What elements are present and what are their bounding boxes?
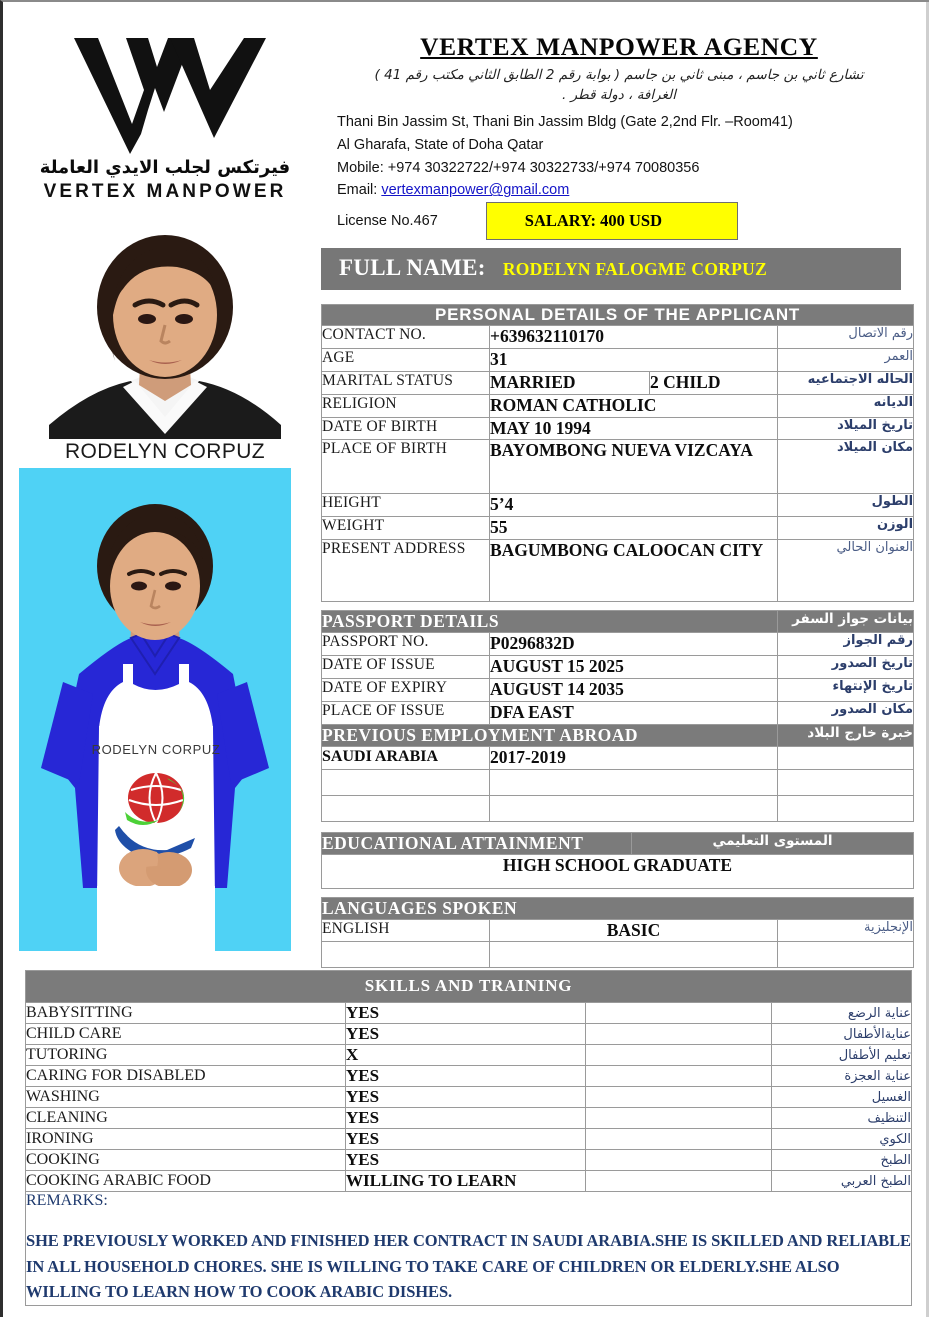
skills-header-row — [26, 971, 912, 1003]
employment-country: SAUDI ARABIA — [322, 746, 490, 769]
row-arabic: الطول — [778, 494, 914, 517]
row-label: RELIGION — [322, 394, 490, 417]
table-row — [26, 1150, 912, 1171]
remarks-title: REMARKS: — [26, 1192, 108, 1209]
skill-label: BABYSITTING — [26, 1003, 346, 1024]
language-name: ENGLISH — [322, 919, 490, 942]
skill-blank — [586, 1045, 772, 1066]
table-row — [26, 1003, 912, 1024]
languages-header-row — [322, 897, 914, 919]
agency-address-line2: Al Gharafa, State of Doha Qatar — [337, 136, 544, 153]
employment-country — [322, 795, 490, 821]
table-row — [322, 701, 914, 724]
row-value: 5’4 — [490, 494, 778, 517]
languages-header: LANGUAGES SPOKEN — [322, 897, 914, 919]
skill-value: X — [346, 1045, 586, 1066]
table-row — [322, 746, 914, 769]
row-label: WEIGHT — [322, 517, 490, 540]
row-value: MAY 10 1994 — [490, 417, 778, 440]
personal-details-header-row — [322, 305, 914, 326]
row-arabic: رقم الجواز — [778, 633, 914, 656]
skill-blank — [586, 1003, 772, 1024]
logo-english-text: VERTEX MANPOWER — [43, 181, 287, 202]
skill-arabic: الكوي — [772, 1129, 912, 1150]
skill-blank — [586, 1066, 772, 1087]
agency-license: License No.467 — [337, 212, 438, 229]
row-label: MARITAL STATUS — [322, 371, 490, 394]
skill-arabic: تعليم الأطفال — [772, 1045, 912, 1066]
passport-header-row — [322, 611, 914, 633]
skill-label: TUTORING — [26, 1045, 346, 1066]
skill-label: WASHING — [26, 1087, 346, 1108]
skill-blank — [586, 1171, 772, 1192]
row-arabic: العنوان الحالي — [778, 540, 914, 602]
employment-country — [322, 769, 490, 795]
skill-value: YES — [346, 1087, 586, 1108]
agency-title: VERTEX MANPOWER AGENCY — [420, 32, 818, 61]
row-label: HEIGHT — [322, 494, 490, 517]
passport-header: PASSPORT DETAILS — [322, 611, 778, 633]
agency-address-arabic-line1: تشارع ثاني بن جاسم ، مبنى ثاني بن جاسم ( بوابة رقم 2 الطابق الثاني مكتب رقم 41 ) — [374, 67, 864, 83]
skill-value: YES — [346, 1108, 586, 1129]
row-arabic: مكان الصدور — [778, 701, 914, 724]
language-arabic: الإنجليزية — [778, 919, 914, 942]
agency-email-link[interactable]: vertexmanpower@gmail.com — [381, 182, 570, 199]
row-label: DATE OF BIRTH — [322, 417, 490, 440]
table-row — [26, 1108, 912, 1129]
table-row — [322, 440, 914, 494]
employment-years — [490, 795, 778, 821]
row-arabic: الحاله الاجتماعيه — [778, 371, 914, 394]
skills-table — [25, 970, 912, 1306]
personal-details-header: PERSONAL DETAILS OF THE APPLICANT — [322, 305, 914, 326]
row-arabic: مكان الميلاد — [778, 440, 914, 494]
table-row — [322, 326, 914, 349]
personal-details-table — [321, 304, 914, 602]
row-label: AGE — [322, 348, 490, 371]
skill-blank — [586, 1129, 772, 1150]
row-value: 55 — [490, 517, 778, 540]
row-value: P0296832D — [490, 633, 778, 656]
license-row — [337, 202, 917, 240]
email-label: Email: — [337, 182, 378, 199]
table-row — [322, 919, 914, 942]
skill-label: CLEANING — [26, 1108, 346, 1129]
language-arabic — [778, 942, 914, 968]
row-arabic: الوزن — [778, 517, 914, 540]
education-header-arabic: المستوى التعليمي — [632, 832, 914, 854]
full-name-label: FULL NAME: — [339, 255, 486, 281]
table-row — [322, 769, 914, 795]
skill-arabic: عناية‌الأطفال — [772, 1024, 912, 1045]
row-label: DATE OF EXPIRY — [322, 678, 490, 701]
applicant-id-photo — [19, 229, 311, 439]
skill-arabic: عناية الرضع — [772, 1003, 912, 1024]
skills-section — [25, 970, 911, 1306]
education-table — [321, 832, 914, 889]
skill-arabic: الطبخ — [772, 1150, 912, 1171]
skill-blank — [586, 1087, 772, 1108]
row-label: PRESENT ADDRESS — [322, 540, 490, 602]
row-arabic: رقم الاتصال — [778, 326, 914, 349]
passport-details-table — [321, 610, 914, 821]
employment-years — [490, 769, 778, 795]
employment-arabic — [778, 746, 914, 769]
row-value: AUGUST 15 2025 — [490, 656, 778, 679]
remarks-cell — [26, 1192, 912, 1306]
salary-badge: SALARY: 400 USD — [486, 202, 738, 240]
table-row — [322, 394, 914, 417]
education-value: HIGH SCHOOL GRADUATE — [322, 854, 914, 888]
skill-label: COOKING — [26, 1150, 346, 1171]
skill-blank — [586, 1108, 772, 1129]
photo-caption: RODELYN CORPUZ — [64, 440, 266, 463]
row-label: DATE OF ISSUE — [322, 656, 490, 679]
table-row — [322, 678, 914, 701]
row-arabic: تاريخ الميلاد — [778, 417, 914, 440]
row-value: BAYOMBONG NUEVA VIZCAYA — [490, 440, 778, 494]
row-value: 31 — [490, 348, 778, 371]
row-value-secondary: 2 CHILD — [650, 371, 778, 394]
agency-mobile: Mobile: +974 30322722/+974 30322733/+974 70080356 — [337, 159, 700, 176]
table-row — [322, 854, 914, 888]
row-arabic: الديانه — [778, 394, 914, 417]
table-row — [322, 540, 914, 602]
row-value: +639632110170 — [490, 326, 778, 349]
table-row — [322, 795, 914, 821]
skills-header: SKILLS AND TRAINING — [26, 971, 912, 1003]
skill-label: COOKING ARABIC FOOD — [26, 1171, 346, 1192]
table-row — [322, 494, 914, 517]
previous-employment-header-row — [322, 724, 914, 746]
row-value: BAGUMBONG CALOOCAN CITY — [490, 540, 778, 602]
agency-address-arabic — [321, 66, 917, 105]
skill-value: YES — [346, 1066, 586, 1087]
languages-table — [321, 897, 914, 969]
applicant-fullbody-photo — [19, 468, 291, 951]
left-column — [19, 20, 311, 951]
employment-arabic — [778, 795, 914, 821]
vertex-w-logo-icon — [58, 20, 273, 155]
table-row — [26, 1045, 912, 1066]
company-logo — [19, 20, 311, 225]
table-row — [322, 371, 914, 394]
skill-value: YES — [346, 1024, 586, 1045]
previous-employment-header-arabic: خبرة خارج البلاد — [778, 724, 914, 746]
right-column — [321, 32, 917, 968]
row-value: ROMAN CATHOLIC — [490, 394, 778, 417]
skill-value: YES — [346, 1150, 586, 1171]
table-row — [26, 1066, 912, 1087]
table-row — [26, 1087, 912, 1108]
education-header: EDUCATIONAL ATTAINMENT — [322, 832, 632, 854]
passport-header-arabic: بيانات جواز السفر — [778, 611, 914, 633]
skill-arabic: عناية العجزة — [772, 1066, 912, 1087]
skill-value: WILLING TO LEARN — [346, 1171, 586, 1192]
row-value: MARRIED — [490, 371, 650, 394]
skill-arabic: الطبخ العربي — [772, 1171, 912, 1192]
table-row — [26, 1129, 912, 1150]
row-label: CONTACT NO. — [322, 326, 490, 349]
row-arabic: تاريخ الإنتهاء — [778, 678, 914, 701]
row-value: AUGUST 14 2035 — [490, 678, 778, 701]
row-label: PLACE OF BIRTH — [322, 440, 490, 494]
table-row — [322, 417, 914, 440]
agency-address-line1: Thani Bin Jassim St, Thani Bin Jassim Bldg (Gate 2,2nd Flr. –Room41) — [337, 114, 793, 131]
language-name — [322, 942, 490, 968]
skill-blank — [586, 1024, 772, 1045]
skill-value: YES — [346, 1003, 586, 1024]
skill-blank — [586, 1150, 772, 1171]
logo-arabic-text: فيرتكس لجلب الايدي العاملة — [39, 157, 291, 178]
row-value: DFA EAST — [490, 701, 778, 724]
previous-employment-header: PREVIOUS EMPLOYMENT ABROAD — [322, 724, 778, 746]
skill-label: CARING FOR DISABLED — [26, 1066, 346, 1087]
row-arabic: العمر — [778, 348, 914, 371]
table-row — [322, 942, 914, 968]
table-row — [322, 517, 914, 540]
full-name-value: RODELYN FALOGME CORPUZ — [502, 259, 768, 280]
skill-label: IRONING — [26, 1129, 346, 1150]
language-level — [490, 942, 778, 968]
remarks-body: SHE PREVIOUSLY WORKED AND FINISHED HER CONTRACT IN SAUDI ARABIA.SHE IS SKILLED AND RELIABLE IN ALL HOUSEHOLD CHORES. SHE IS WILLING TO TAKE CARE OF CHILDREN OR ELDERLY.SHE ALSO WILLING TO LEARN HOW TO COOK ARABIC DISHES. — [26, 1231, 911, 1302]
employment-years: 2017-2019 — [490, 746, 778, 769]
skill-arabic: الغسيل — [772, 1087, 912, 1108]
agency-contact-block — [321, 111, 917, 240]
table-row — [322, 633, 914, 656]
table-row — [26, 1024, 912, 1045]
table-row — [322, 348, 914, 371]
svg-text:RODELYN CORPUZ: RODELYN CORPUZ — [91, 742, 221, 757]
remarks-row — [26, 1192, 912, 1306]
skill-label: CHILD CARE — [26, 1024, 346, 1045]
table-row — [322, 656, 914, 679]
row-label: PASSPORT NO. — [322, 633, 490, 656]
skill-value: YES — [346, 1129, 586, 1150]
agency-email-row — [337, 179, 917, 202]
agency-address-arabic-line2: الغرافة ، دولة قطر . — [562, 86, 676, 103]
table-row — [26, 1171, 912, 1192]
full-name-bar — [321, 248, 901, 290]
employment-arabic — [778, 769, 914, 795]
skill-arabic: التنظيف — [772, 1108, 912, 1129]
language-level: BASIC — [490, 919, 778, 942]
row-label: PLACE OF ISSUE — [322, 701, 490, 724]
row-arabic: تاريخ الصدور — [778, 656, 914, 679]
education-header-row — [322, 832, 914, 854]
